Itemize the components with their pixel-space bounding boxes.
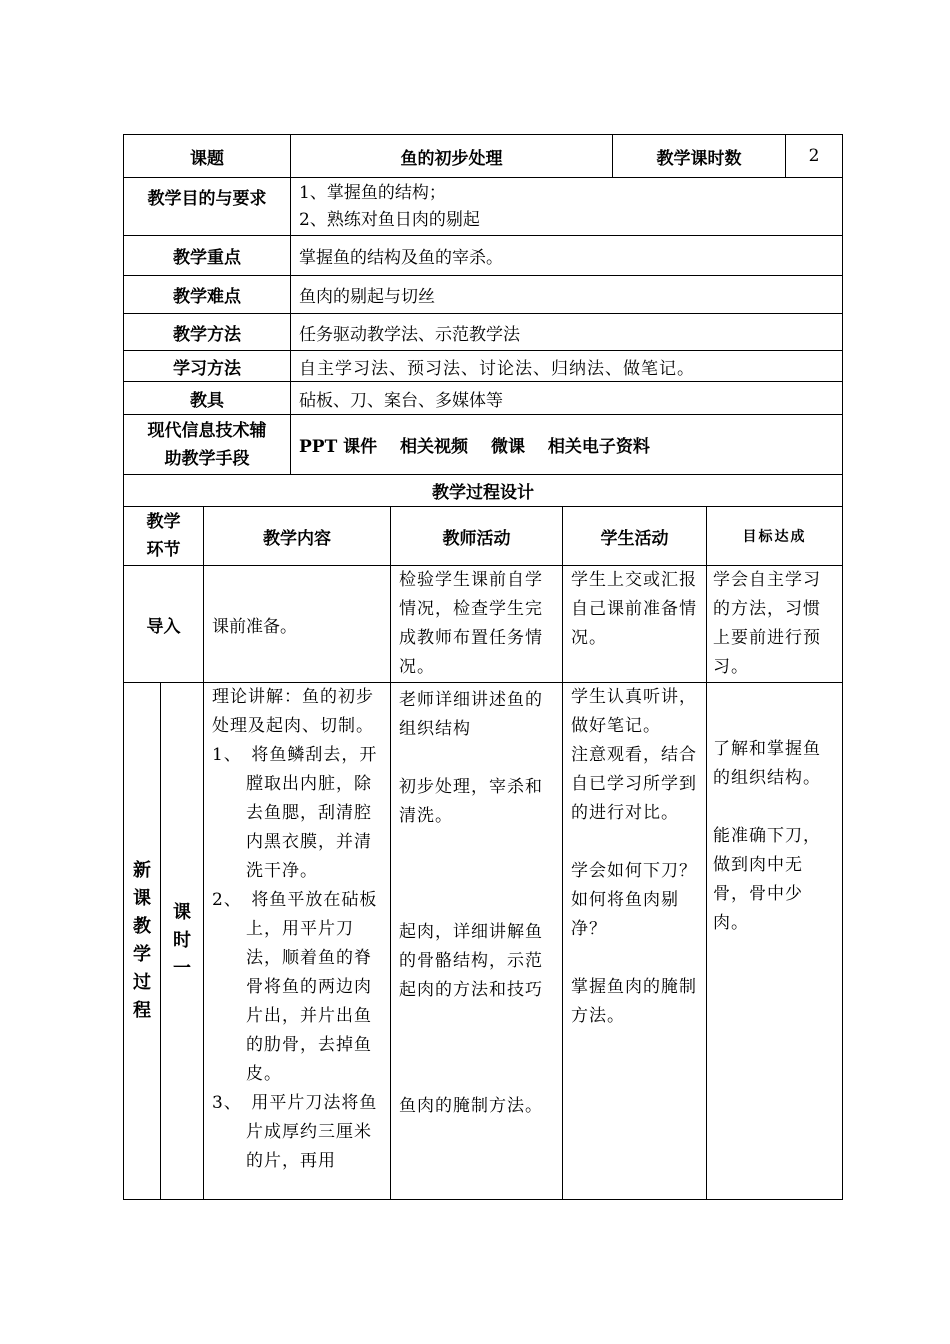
key-points: 掌握鱼的结构及鱼的宰杀。 xyxy=(291,236,843,276)
it-means: PPT 课件 相关视频 微课 相关电子资料 xyxy=(291,415,843,475)
it-label xyxy=(124,415,291,475)
period-char: 时 xyxy=(173,930,191,951)
period-char: 一 xyxy=(173,958,191,979)
intro-goal: 学会自主学习的方法，习惯上要前进行预习。 xyxy=(707,566,843,683)
intro-student: 学生上交或汇报自己课前准备情况。 xyxy=(563,566,707,683)
teacher-activity-3: 起肉，详细讲解鱼的骨骼结构，示范起肉的方法和技巧 xyxy=(399,922,543,1000)
content-item-2: 2、 将鱼平放在砧板上，用平片刀法，顺着鱼的脊骨将鱼的两边肉片出，并片出鱼的肋骨，去掉鱼皮。 xyxy=(212,890,378,1084)
objective-1: 1、掌握鱼的结构； xyxy=(299,183,446,203)
header-student: 学生活动 xyxy=(563,507,707,566)
new-lesson-content xyxy=(204,683,391,1200)
header-table xyxy=(123,134,843,507)
header-content: 教学内容 xyxy=(204,507,391,566)
difficulties-label: 教学难点 xyxy=(124,276,291,314)
teacher-activity-4: 鱼肉的腌制方法。 xyxy=(399,1096,543,1116)
tools-label: 教具 xyxy=(124,382,291,415)
new-lesson-teacher xyxy=(391,683,563,1200)
learning-method-label: 学习方法 xyxy=(124,351,291,382)
it-label-line-2: 助教学手段 xyxy=(164,448,250,469)
hours-label: 教学课时数 xyxy=(613,135,786,178)
process-title: 教学过程设计 xyxy=(124,475,843,507)
goal-2: 能准确下刀，做到肉中无骨，骨中少肉。 xyxy=(713,826,821,933)
student-activity-3: 学会如何下刀？如何将鱼肉剔净？ xyxy=(571,861,697,939)
stage-char: 教 xyxy=(133,916,151,937)
topic-label: 课题 xyxy=(124,135,291,178)
intro-content: 课前准备。 xyxy=(204,566,391,683)
content-item-3: 3、 用平片刀法将鱼片成厚约三厘米的片，再用 xyxy=(212,1093,378,1171)
hours-value: 2 xyxy=(786,135,843,178)
content-intro: 理论讲解：鱼的初步处理及起肉、切制。 xyxy=(212,687,374,736)
header-stage-line-1: 教学 xyxy=(146,512,181,532)
new-lesson-stage xyxy=(124,683,161,1200)
stage-char: 课 xyxy=(133,888,151,909)
objective-2: 2、熟练对鱼日肉的剔起 xyxy=(299,210,480,230)
intro-teacher: 检验学生课前自学情况，检查学生完成教师布置任务情况。 xyxy=(391,566,563,683)
header-goal: 目标达成 xyxy=(707,507,843,566)
teaching-method: 任务驱动教学法、示范教学法 xyxy=(291,314,843,351)
new-lesson-student xyxy=(563,683,707,1200)
stage-char: 程 xyxy=(133,1000,151,1021)
key-points-label: 教学重点 xyxy=(124,236,291,276)
goal-1: 了解和掌握鱼的组织结构。 xyxy=(713,739,821,788)
objectives xyxy=(291,178,843,236)
content-item-1: 1、 将鱼鳞刮去，开膛取出内脏，除去鱼腮，刮清腔内黑衣膜，并清洗干净。 xyxy=(212,745,378,881)
teacher-activity-2: 初步处理，宰杀和清洗。 xyxy=(399,777,543,826)
topic-value: 鱼的初步处理 xyxy=(291,135,613,178)
period-char: 课 xyxy=(173,902,191,923)
period-label xyxy=(161,683,204,1200)
stage-char: 学 xyxy=(133,944,151,965)
header-stage-line-2: 环节 xyxy=(146,540,181,560)
process-table xyxy=(123,506,843,1200)
tools: 砧板、刀、案台、多媒体等 xyxy=(291,382,843,415)
stage-char: 新 xyxy=(133,860,151,881)
learning-method: 自主学习法、预习法、讨论法、归纳法、做笔记。 xyxy=(291,351,843,382)
header-teacher: 教师活动 xyxy=(391,507,563,566)
stage-char: 过 xyxy=(133,972,151,993)
header-stage xyxy=(124,507,204,566)
teaching-method-label: 教学方法 xyxy=(124,314,291,351)
it-label-line-1: 现代信息技术辅 xyxy=(147,420,267,441)
new-lesson-goal xyxy=(707,683,843,1200)
student-activity-4: 掌握鱼肉的腌制方法。 xyxy=(571,977,697,1026)
student-activity-2: 注意观看，结合自已学习所学到的进行对比。 xyxy=(571,745,697,823)
intro-stage: 导入 xyxy=(124,566,204,683)
difficulties: 鱼肉的剔起与切丝 xyxy=(291,276,843,314)
student-activity-1: 学生认真听讲，做好笔记。 xyxy=(571,687,697,736)
objectives-label: 教学目的与要求 xyxy=(124,178,291,236)
teacher-activity-1: 老师详细讲述鱼的组织结构 xyxy=(399,690,543,739)
